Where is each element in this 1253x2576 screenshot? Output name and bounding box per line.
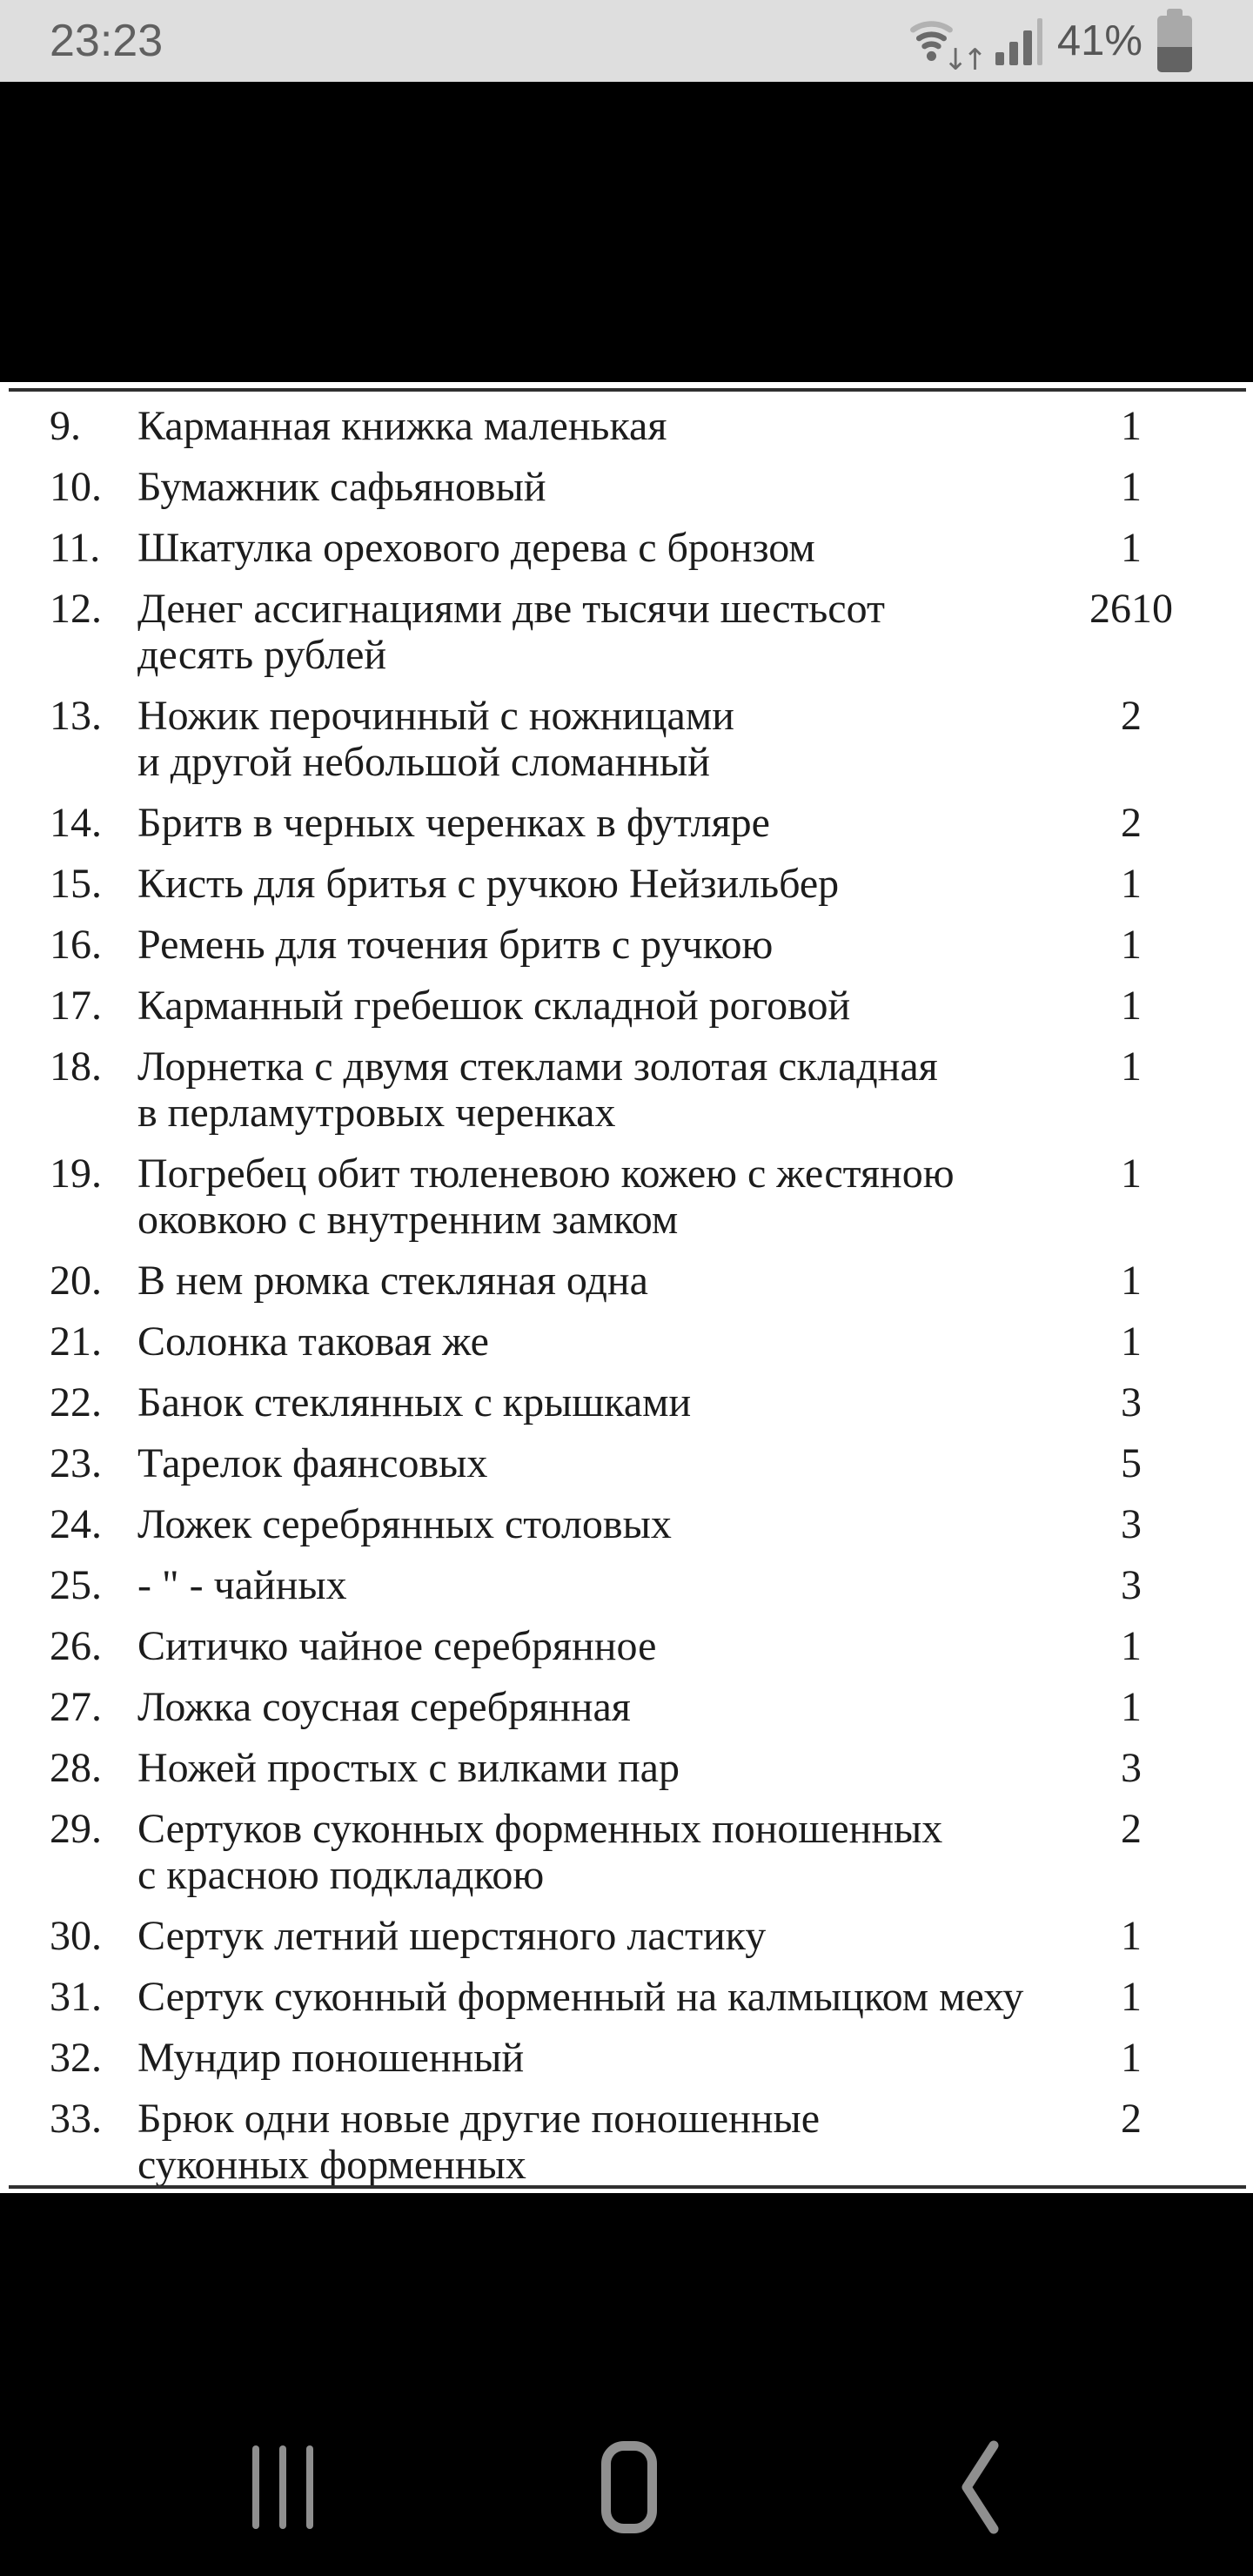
item-text: Бритв в черных черенках в футляре xyxy=(137,800,770,846)
table-row xyxy=(0,1440,1253,1486)
table-row xyxy=(0,922,1253,968)
item-text: в перламутровых черенках xyxy=(137,1090,616,1136)
item-text: Ложек серебрянных столовых xyxy=(137,1501,672,1547)
item-text: суконных форменных xyxy=(137,2142,526,2188)
document-page[interactable] xyxy=(0,382,1253,2193)
item-quantity: 1 xyxy=(1121,983,1142,1029)
item-number: 20. xyxy=(50,1258,102,1304)
item-number: 27. xyxy=(50,1684,102,1730)
item-quantity: 3 xyxy=(1121,1501,1142,1547)
item-number: 32. xyxy=(50,2035,102,2081)
item-number: 19. xyxy=(50,1150,102,1197)
item-quantity: 1 xyxy=(1121,525,1142,571)
item-number: 21. xyxy=(50,1318,102,1365)
item-quantity: 2 xyxy=(1121,1806,1142,1852)
item-number: 12. xyxy=(50,586,102,632)
item-text: Брюк одни новые другие поношенные xyxy=(137,2096,821,2142)
table-row xyxy=(0,1623,1253,1669)
table-row xyxy=(0,1379,1253,1426)
item-number: 29. xyxy=(50,1806,102,1852)
item-text: Солонка таковая же xyxy=(137,1318,489,1365)
item-quantity: 2 xyxy=(1121,800,1142,846)
table-row xyxy=(0,464,1253,510)
back-icon xyxy=(955,2438,1006,2536)
table-row xyxy=(0,1150,1253,1197)
table-row-continuation xyxy=(0,1852,1253,1898)
item-number: 30. xyxy=(50,1913,102,1959)
table-row xyxy=(0,1501,1253,1547)
item-quantity: 1 xyxy=(1121,1684,1142,1730)
battery-percentage: 41% xyxy=(1056,17,1142,64)
table-row-continuation xyxy=(0,2142,1253,2188)
item-quantity: 2 xyxy=(1121,693,1142,739)
item-number: 9. xyxy=(50,403,81,449)
table-row xyxy=(0,403,1253,449)
item-text: оковкою с внутренним замком xyxy=(137,1197,679,1243)
item-text: Ремень для точения бритв с ручкою xyxy=(137,922,774,968)
item-text: Лорнетка с двумя стеклами золотая складная xyxy=(137,1043,938,1090)
table-row xyxy=(0,1562,1253,1608)
item-text: Ножей простых с вилками пар xyxy=(137,1745,680,1791)
item-text: Сертук суконный форменный на калмыцком меху xyxy=(137,1974,1024,2020)
item-number: 11. xyxy=(50,525,101,571)
item-quantity: 3 xyxy=(1121,1562,1142,1608)
item-number: 33. xyxy=(50,2096,102,2142)
item-number: 26. xyxy=(50,1623,102,1669)
cellular-signal-icon xyxy=(995,17,1042,65)
item-text: Мундир поношенный xyxy=(137,2035,525,2081)
home-button[interactable] xyxy=(601,2441,657,2533)
item-number: 31. xyxy=(50,1974,102,2020)
table-row xyxy=(0,693,1253,739)
wifi-icon xyxy=(904,10,982,77)
table-row xyxy=(0,983,1253,1029)
wifi-traffic-arrows-icon: ↓↑ xyxy=(942,43,982,77)
item-text: - " - чайных xyxy=(137,1562,347,1608)
item-text: Денег ассигнациями две тысячи шестьсот xyxy=(137,586,885,632)
item-text: Ножик перочинный с ножницами xyxy=(137,693,734,739)
table-row-continuation xyxy=(0,632,1253,678)
item-text: Ложка соусная серебрянная xyxy=(137,1684,631,1730)
item-quantity: 2 xyxy=(1121,2096,1142,2142)
table-row xyxy=(0,1745,1253,1791)
letterbox-top xyxy=(0,82,1253,382)
status-icons xyxy=(904,9,1192,77)
item-number: 28. xyxy=(50,1745,102,1791)
item-quantity: 1 xyxy=(1121,1043,1142,1090)
table-row xyxy=(0,1974,1253,2020)
table-row-continuation xyxy=(0,739,1253,785)
item-quantity: 1 xyxy=(1121,1318,1142,1365)
table-row xyxy=(0,861,1253,907)
item-text: Шкатулка орехового дерева с бронзом xyxy=(137,525,815,571)
inventory-table xyxy=(0,403,1253,2203)
item-text: и другой небольшой сломанный xyxy=(137,739,710,785)
table-row xyxy=(0,2035,1253,2081)
table-row-continuation xyxy=(0,1197,1253,1243)
item-text: Сертук летний шерстяного ластику xyxy=(137,1913,767,1959)
item-quantity: 1 xyxy=(1121,2035,1142,2081)
table-row xyxy=(0,2096,1253,2142)
item-quantity: 5 xyxy=(1121,1440,1142,1486)
item-quantity: 1 xyxy=(1121,1623,1142,1669)
item-number: 14. xyxy=(50,800,102,846)
back-button[interactable] xyxy=(955,2438,1006,2536)
table-row xyxy=(0,525,1253,571)
table-row xyxy=(0,1043,1253,1090)
item-quantity: 1 xyxy=(1121,403,1142,449)
item-text: Сертуков суконных форменных поношенных xyxy=(137,1806,943,1852)
table-row xyxy=(0,1913,1253,1959)
home-icon xyxy=(601,2441,657,2533)
item-text: В нем рюмка стекляная одна xyxy=(137,1258,648,1304)
item-number: 16. xyxy=(50,922,102,968)
table-top-rule xyxy=(9,388,1246,392)
table-bottom-rule xyxy=(9,2185,1246,2189)
table-row xyxy=(0,1258,1253,1304)
item-number: 17. xyxy=(50,983,102,1029)
item-quantity: 1 xyxy=(1121,1913,1142,1959)
item-quantity: 3 xyxy=(1121,1745,1142,1791)
item-number: 24. xyxy=(50,1501,102,1547)
item-text: Кисть для бритья с ручкою Нейзильбер xyxy=(137,861,840,907)
table-row xyxy=(0,586,1253,632)
item-number: 15. xyxy=(50,861,102,907)
item-quantity: 3 xyxy=(1121,1379,1142,1426)
recents-icon xyxy=(252,2445,313,2529)
item-text: Ситичко чайное серебрянное xyxy=(137,1623,657,1669)
clock: 23:23 xyxy=(50,16,164,66)
battery-icon xyxy=(1157,9,1192,73)
item-number: 13. xyxy=(50,693,102,739)
item-number: 23. xyxy=(50,1440,102,1486)
item-number: 10. xyxy=(50,464,102,510)
item-text: Бумажник сафьяновый xyxy=(137,464,546,510)
item-number: 22. xyxy=(50,1379,102,1426)
status-bar xyxy=(0,0,1253,82)
item-text: Карманная книжка маленькая xyxy=(137,403,667,449)
table-row xyxy=(0,800,1253,846)
item-quantity: 1 xyxy=(1121,922,1142,968)
table-row xyxy=(0,1684,1253,1730)
recents-button[interactable] xyxy=(252,2445,313,2529)
item-quantity: 1 xyxy=(1121,861,1142,907)
item-text: с красною подкладкою xyxy=(137,1852,545,1898)
item-text: Банок стеклянных с крышками xyxy=(137,1379,692,1426)
item-number: 18. xyxy=(50,1043,102,1090)
table-row-continuation xyxy=(0,1090,1253,1136)
item-quantity: 1 xyxy=(1121,1258,1142,1304)
item-text: Тарелок фаянсовых xyxy=(137,1440,488,1486)
item-quantity: 2610 xyxy=(1089,586,1173,632)
android-navigation-bar xyxy=(0,2193,1253,2576)
table-row xyxy=(0,1806,1253,1852)
item-text: Погребец обит тюленевою кожею с жестяною xyxy=(137,1150,955,1197)
item-quantity: 1 xyxy=(1121,464,1142,510)
item-text: Карманный гребешок складной роговой xyxy=(137,983,851,1029)
item-quantity: 1 xyxy=(1121,1150,1142,1197)
item-quantity: 1 xyxy=(1121,1974,1142,2020)
table-row xyxy=(0,1318,1253,1365)
item-text: десять рублей xyxy=(137,632,387,678)
item-number: 25. xyxy=(50,1562,102,1608)
